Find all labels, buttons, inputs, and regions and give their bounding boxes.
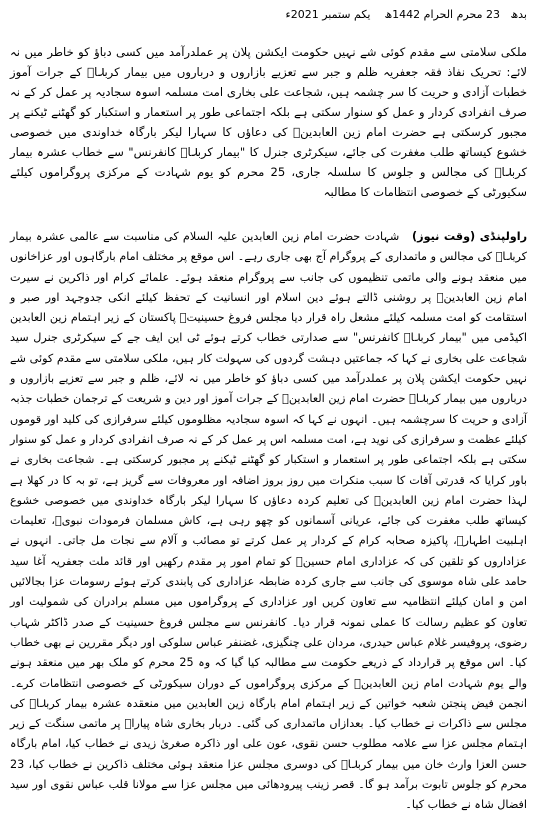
article-body <box>10 227 527 816</box>
section-divider <box>10 216 527 217</box>
dateline-gregorian-date: یکم ستمبر 2021ء <box>285 8 371 21</box>
article-dateline: راولپنڈی (وقت نیوز) <box>412 230 528 243</box>
lead-summary: ملکی سلامتی سے مقدم کوئی شے نہیں حکومت ایکشن پلان پر عملدرآمد میں کسی دباؤ کو خاطر میں نہ لائے: تحریک نفاذ فقہ جعفریہ ظلم و جبر سے تعزیے بازاروں و درباروں میں بیمار کربلاؒ کے جرات آموز خطبات آزادی و حریت کا سر چشمہ ہیں، شجاعت علی بخاری امت مسلمہ اسوہ سجادیہ پر عمل کر کے نہ صرف انفرادی کردار و عمل کو سنوار سکتی ہے بلکہ اجتماعی طور پر استعمار و استکبار کو گھٹنے ٹیکنے پر مجبور کرسکتی ہے حضرت امام زین العابدینؒ کی دعاؤں کا سہارا لیکر بارگاہ خداوندی میں خصوصی خشوع کیساتھ طلب مغفرت کی جائے، سیکرٹری جنرل کا "بیمار کربلاؒ کانفرنس" سے خطاب عشرہ بیمار کربلاؒ کی مجالس و جلوس کا سلسلہ جاری، 25 محرم کو یوم شہادت کے مرکزی پروگراموں کیلئے سکیورٹی کے خصوصی انتظامات کا مطالبہ <box>10 45 527 199</box>
issue-dateline <box>10 6 527 26</box>
article-text: شہادت حضرت امام زین العابدین علیہ السلام کی مناسبت سے عالمی عشرہ بیمار کربلاؒ کی مجالس و ماتمداری کے پروگرام آج بھی جاری رہے۔ اس موقع پر مختلف امام بارگاہوں اور عزاخانوں میں منعقد ہونے والی ماتمی تنظیموں کی جانب سے پروگرام منعقد ہوئے۔ علمائے کرام اور ذاکرین نے سیرت امام زین العابدینؒ پر روشنی ڈالتے ہوئے دین اسلام اور انسانیت کے تحفظ کیلئے انکی جدوجہد اور صبر و استقامت کو امت مسلمہ کیلئے مشعل راہ قرار دیا مجلس فروغ حسینیتؒ پاکستان کے زیر اہتمام زین العابدین اکیڈمی میں "بیمار کربلاؒ کانفرنس" سے صدارتی خطاب کرتے ہوئے ٹی این ایف جے کے سیکرٹری جنرل سید شجاعت علی بخاری نے کہا کہ جماعتیں دہشت گردوں کی سہولت کار ہیں، ملکی سلامتی سے مقدم کوئی شے نہیں حکومت ایکشن پلان پر عملدرآمد میں کسی دباؤ کو خاطر میں نہ لائے، ظلم و جبر سے تعزیے بازاروں و درباروں میں بیمار کربلاؒ حضرت امام زین العابدینؒ کے جرات آموز اور دین و شریعت کے ترجمان خطبات جذبہ آزادی و حریت کا سرچشمہ ہیں۔ انہوں نے کہا کہ اسوہ سجادیہ مظلوموں کیلئے سرفرازی کی کلید اور قوموں کیلئے عظمت و سرفرازی کی نوید ہے، امت مسلمہ اس پر عمل کر کے نہ صرف انفرادی کردار و عمل کو سنوار سکتی ہے بلکہ اجتماعی طور پر استعمار و استکبار کو گھٹنے ٹیکنے پر مجبور کرسکتی ہے۔ شجاعت بخاری نے باور کرایا کہ قدرتی آفات کا سبب منکرات میں روز بروز اضافہ اور معروفات سے گریز ہے، تو بہ کا در کھلا ہے لہذا حضرت امام زین العابدینؒ کی تعلیم کردہ دعاؤں کا سہارا لیکر بارگاہ خداوندی میں خصوصی خشوع کیساتھ طلب مغفرت کی جائے، عریانی آسمانوں کو چھو رہی ہے، کاش مسلمان فرمودات نبویؐ، تعلیمات اہلبیت اطہارؑ، پاکیزہ صحابہ کرام کے کردار پر عمل کرتے تو مصائب و آلام سے نجات مل جاتی۔ انہوں نے عزاداروں کو تلقین کی کہ عزاداری امام حسینؑ کو تمام امور پر مقدم رکھیں اور قائد ملت جعفریہ آغا سید حامد علی شاہ موسوی کی جانب سے جاری کردہ ضابطہ عزاداری کی پابندی کرتے ہوئے رسومات عزا بجالائیں امن و امان کیلئے انتظامیہ سے تعاون کریں اور عزاداری کے پروگراموں میں مسلم برادران کی شمولیت اور تعاون کو عظیم رسالت کا عملی نمونہ قرار دیا۔ کانفرنس سے مجلس فروغ حسینیت کے صدر ڈاکٹر شہاب رضوی، پروفیسر غلام عباس حیدری، مردان علی چنگیزی، غضنفر عباس سلوکی اور دیگر مقررین نے بھی خطاب کیا۔ اس موقع پر قرارداد کے ذریعے حکومت سے مطالبہ کیا گیا کہ وہ 25 محرم کو ملک بھر میں منعقد ہونے والے یوم شہادت امام زین العابدینؒ کے مرکزی پروگراموں کے دوران سیکورٹی کے خصوصی انتظامات کرے۔ انجمن فیض پنجتن شعبہ خواتین کے زیر اہتمام امام بارگاہ زین العابدین میں منعقدہ عشرہ بیمار کربلاؒ کی مجلس سے ذاکرات نے خطاب کیا۔ بعدازاں ماتمداری کی گئی۔ دربار بخاری شاہ پیاراؒ پر ماتمی سنگت کے زیر اہتمام مجلس عزا سے علامہ مطلوب حسن نقوی، عون علی اور ذاکرہ صغریٰ زیدی نے خطاب کیا، امام بارگاہ حسن العزا وارث خان میں بیمار کربلاؒ کی دوسری مجلس عزا منعقد ہوئی مختلف ذاکرین نے خطاب کیا، 23 محرم کو جلوس تابوت برآمد ہو گا۔ قصر زینب پیرودھائی میں مجلس عزا سے مولانا قلب عباس نقوی اور سید افضال شاہ نے خطاب کیا۔ <box>10 230 527 812</box>
dateline-day: بدھ <box>510 8 527 21</box>
dateline-hijri-date: 23 محرم الحرام 1442ھ <box>384 8 500 21</box>
